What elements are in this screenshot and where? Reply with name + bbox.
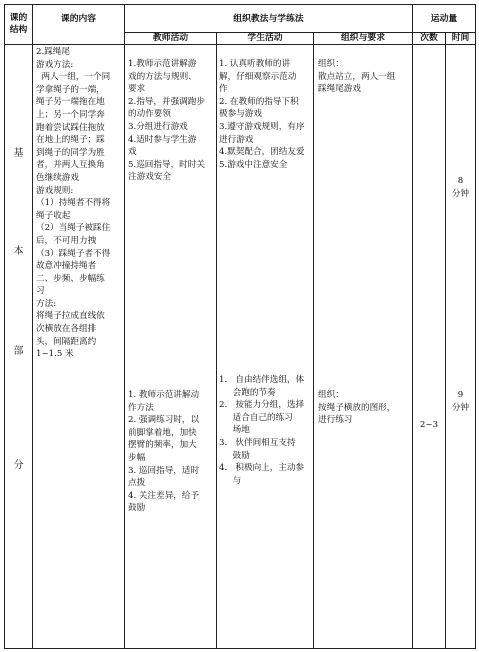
col-divider-requirements — [412, 4, 413, 649]
section-char-4: 分 — [13, 460, 24, 471]
border-bottom — [4, 648, 476, 649]
requirements-practice: 组织： 按绳子横放的图形， 进行练习 — [318, 390, 396, 426]
section-char-2: 本 — [13, 246, 24, 257]
time-unit-practice: 分钟 — [451, 403, 470, 413]
teacher-activity-game: 1.教师示范讲解游 戏的方法与规则、 要求 2.指导，并强调跑步 的动作要领 3.分组进行游戏 4.适时参与学生游 戏 5.巡回指导，时时关 注游戏安全 — [128, 59, 205, 183]
time-value-game: 8 — [457, 176, 464, 186]
col-divider-student — [313, 32, 314, 649]
col-divider-teacher — [216, 32, 217, 649]
student-activity-game: 1. 认真听教师的讲 解，仔细观察示范动 作 2. 在教师的指导下积 极参与游戏 3.遵守游戏规则，有序 进行游戏 4.默契配合，团结友爱 5.游戏中注意安全 — [219, 59, 305, 170]
col-divider-structure — [32, 4, 33, 649]
header-structure: 课的 结构 — [9, 13, 28, 35]
lesson-content: 2.踩绳尾 游戏方法: 两人一组，一个同 学拿绳子的一端， 绳子另一端拖在地 上；另一个同学奔 跑着尝试踩住拖放 在地上的绳子；踩 到绳子的同学为胜 者，并两人互换角 色继续游戏 游戏规则: （1）持绳者不得将 绳子收起 （2）当绳子被踩住 后，不可用力拽 （3）踩绳子者不得 故意冲撞持绳者 二、步频、步幅练 习 方法: 将绳子拉成直线依 次横放在各组排 头，间隔距离约 1~1.5 米 — [36, 47, 111, 360]
section-char-1: 基 — [13, 148, 24, 159]
border-left — [4, 4, 5, 649]
header-times: 次数 — [420, 33, 438, 43]
header-load: 运动量 — [430, 14, 458, 24]
header-org: 组织教法与学练法 — [233, 14, 304, 24]
header-requirements: 组织与要求 — [341, 33, 385, 43]
header-teacher: 教师活动 — [152, 33, 189, 43]
col-divider-content — [124, 4, 125, 649]
header-student: 学生活动 — [247, 33, 283, 43]
header-time: 时间 — [451, 33, 470, 43]
col-divider-times — [445, 32, 446, 649]
section-char-3: 部 — [13, 346, 24, 357]
requirements-game: 组织： 散点站立，两人一组 踩绳尾游戏 — [318, 59, 396, 95]
time-unit-game: 分钟 — [451, 189, 470, 199]
student-activity-practice: 1. 自由结伴选组，体 会跑的节奏 2. 按能力分组，选择 适合自己的练习 场地 3. 伙伴间相互支持 鼓励 4. 积极向上，主动参 与 — [219, 375, 305, 486]
border-top — [4, 4, 476, 5]
teacher-activity-practice: 1. 教师示范讲解动 作方法 2. 强调练习时，以 前脚掌着地，加快 摆臂的频率，加大 步幅 3. 巡回指导，适时 点拨 4. 关注差异，给予 鼓励 — [128, 390, 200, 514]
times-practice: 2~3 — [419, 420, 439, 430]
header-content: 课的内容 — [60, 14, 97, 24]
time-value-practice: 9 — [457, 390, 464, 400]
border-right — [475, 4, 476, 649]
